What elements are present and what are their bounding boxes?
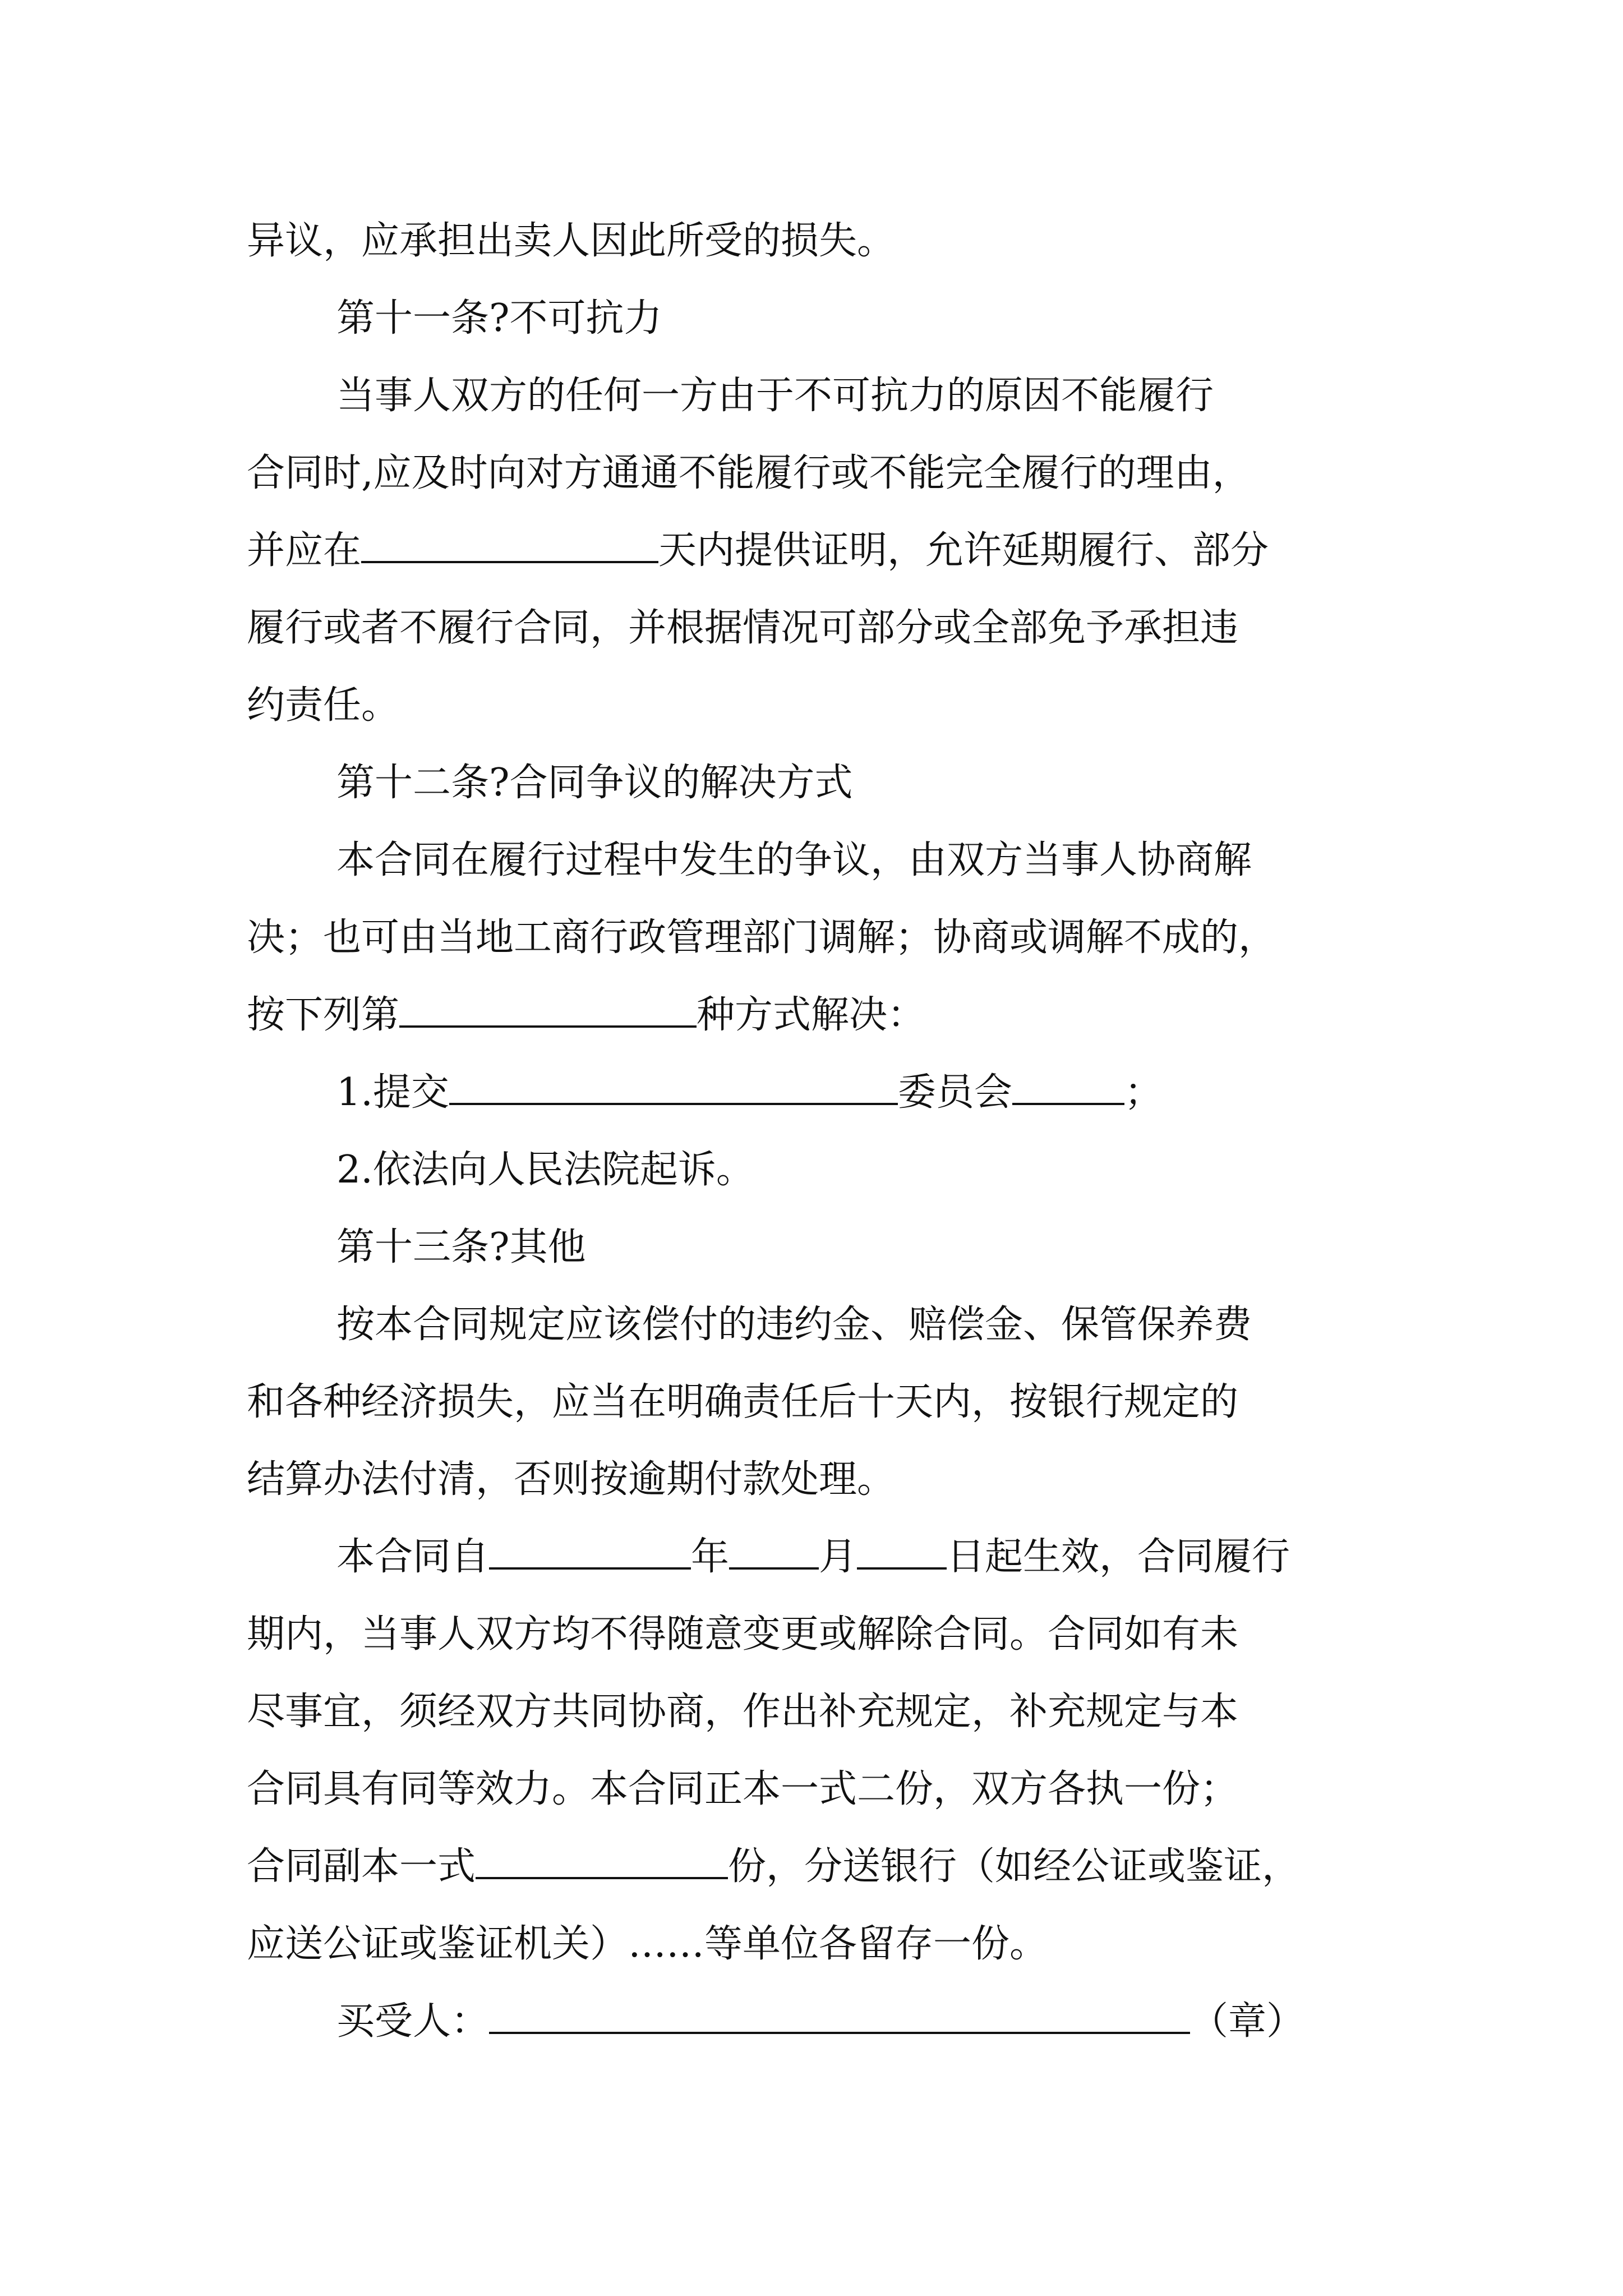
article-13-title: 第十三条?其他: [336, 1225, 586, 1269]
paragraph-line: 合同副本一式 份，分送银行（如经公证或鉴证，: [247, 1836, 1300, 1898]
fill-in-blank-committee-suffix[interactable]: [1012, 1062, 1124, 1105]
paragraph-line: 应送公证或鉴证机关）……等单位各留存一份。: [247, 1922, 1048, 1966]
paragraph-line: 决；也可由当地工商行政管理部门调解；协商或调解不成的，: [247, 915, 1277, 960]
paragraph-line: 按下列第 种方式解决：: [247, 984, 925, 1046]
paragraph-line: 异议，应承担出卖人因此所受的损失。: [247, 219, 896, 263]
paragraph-line: 尽事宜，须经双方共同协商，作出补充规定，补充规定与本: [247, 1690, 1239, 1734]
paragraph-line: 合同时,应及时向对方通通不能履行或不能完全履行的理由，: [247, 451, 1251, 495]
paragraph-line: 期内，当事人双方均不得随意变更或解除合同。合同如有未: [247, 1612, 1239, 1657]
article-12-title: 第十二条?合同争议的解决方式: [336, 761, 853, 805]
paragraph-line: 并应在 天内提供证明，允许延期履行、部分: [247, 520, 1269, 582]
paragraph-line: 和各种经济损失，应当在明确责任后十天内，按银行规定的: [247, 1380, 1239, 1424]
effective-date-line: 本合同自 年 月 日起生效，合同履行: [336, 1526, 1290, 1588]
option-2-line: 2.依法向人民法院起诉。: [336, 1148, 754, 1192]
fill-in-blank-year[interactable]: [489, 1527, 691, 1570]
fill-in-blank-committee[interactable]: [449, 1062, 898, 1105]
option-1-line: 1.提交 委员会 ；: [336, 1062, 1163, 1124]
paragraph-line: 合同具有同等效力。本合同正本一式二份，双方各执一份；: [247, 1767, 1239, 1811]
fill-in-blank-day[interactable]: [857, 1527, 947, 1570]
signature-line: 买受人： （章）: [336, 1991, 1304, 2053]
paragraph-line: 按本合同规定应该偿付的违约金、赔偿金、保管保养费: [336, 1303, 1252, 1347]
paragraph-line: 履行或者不履行合同，并根据情况可部分或全部免予承担违: [247, 606, 1239, 650]
paragraph-line: 结算办法付清，否则按逾期付款处理。: [247, 1457, 896, 1502]
article-11-title: 第十一条?不可抗力: [336, 296, 662, 341]
fill-in-blank-copies[interactable]: [476, 1837, 728, 1879]
fill-in-blank-method[interactable]: [399, 985, 697, 1028]
paragraph-line: 约责任。: [247, 683, 400, 728]
paragraph-line: 当事人双方的任何一方由于不可抗力的原因不能履行: [336, 374, 1214, 418]
fill-in-blank-month[interactable]: [729, 1527, 819, 1570]
fill-in-blank-buyer[interactable]: [489, 1991, 1190, 2034]
paragraph-line: 本合同在履行过程中发生的争议，由双方当事人协商解: [336, 838, 1252, 882]
fill-in-blank-days[interactable]: [361, 521, 658, 563]
